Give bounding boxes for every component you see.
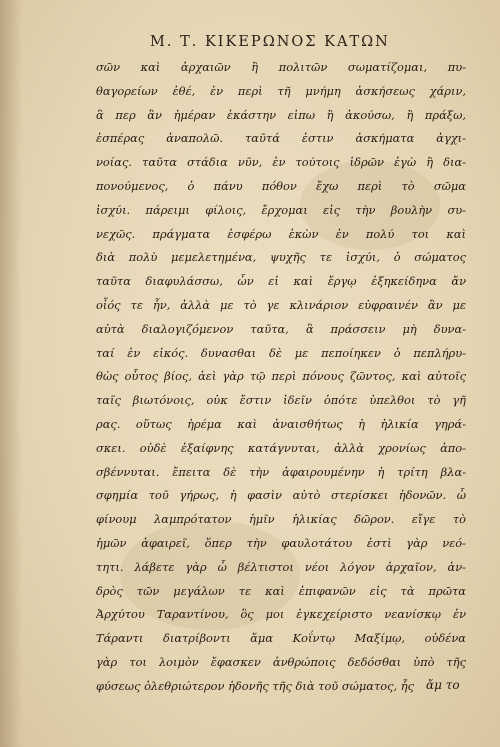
text-line: τητι. λάβετε γὰρ ὦ βέλτιστοι νέοι λόγον ἀρχαῖον, ἀν- <box>96 559 466 574</box>
text-line: γὰρ τοι λοιμὸν ἔφασκεν ἀνθρώποις δεδόσθαι ὑπὸ τῆς <box>96 654 466 669</box>
text-line: δρὸς τῶν μεγάλων τε καὶ ἐπιφανῶν εἰς τὰ πρῶτα <box>96 583 466 598</box>
text-line: πονούμενος, ὁ πάνυ πόθον ἔχω περὶ τὸ σῶμα <box>96 178 466 193</box>
text-line: φίνουμ λαμπρότατον ἡμῖν ἡλικίας δῶρον. εἴγε τὸ <box>96 512 466 527</box>
text-line: σκει. οὐδὲ ἐξαίφνης κατάγνυται, ἀλλὰ χρονίως ἀπο- <box>96 440 466 455</box>
text-line: ἑσπέρας ἀναπολῶ. ταῦτά ἐστιν ἀσκήματα ἀγχι- <box>96 131 466 146</box>
text-line: σβέννυται. ἔπειτα δὲ τὴν ἀφαιρουμένην ἡ τρίτη βλα- <box>96 464 466 479</box>
text-line: σφημία τοῦ γήρως, ἡ φασὶν αὐτὸ στερίσκει ἡδονῶν. ὦ <box>96 488 466 503</box>
running-head: Μ. Τ. ΚΙΚΕΡΩΝΟΣ ΚΑΤΩΝ <box>150 34 390 50</box>
text-line: θαγορείων ἐθέ, ἐν περὶ τῆ μνήμη ἀσκήσεως χάριν, <box>96 83 466 98</box>
text-line: ἃ περ ἂν ἡμέραν ἑκάστην εἰπω ἢ ἀκούσω, ἢ πράξω, <box>96 107 466 122</box>
text-line: σῶν καὶ ἀρχαιῶν ἢ πολιτῶν σωματίζομαι, πυ- <box>96 60 466 74</box>
text-line: φύσεως ὀλεθριώτερον ἡδονῆς τῆς διὰ τοῦ σώματος, ἧς <box>96 678 414 693</box>
text-line: ἰσχύι. πάρειμι φίλοις, ἔρχομαι εἰς τὴν βουλὴν συ- <box>96 202 466 217</box>
text-line: ἡμῶν ἀφαιρεῖ, ὅπερ τὴν φαυλοτάτου ἐστὶ γὰρ νεό- <box>96 535 466 550</box>
text-line: ταῦτα διαφυλάσσω, ὧν εἰ καὶ ἔργῳ ἐξηκείδηνα ἄν <box>96 274 466 289</box>
text-line: διὰ πολὺ μεμελετημένα, ψυχῆς τε ἰσχύι, ὁ σώματος <box>96 250 466 265</box>
text-line: νοίας. ταῦτα στάδια νῦν, ἐν τούτοις ἱδρῶν ἐγὼ ἢ δια- <box>96 155 466 170</box>
catchword: ἄμ το <box>426 678 460 692</box>
text-line: αὐτὰ διαλογιζόμενον ταῦτα, ἃ πράσσειν μὴ δυνα- <box>96 321 466 336</box>
text-line: θὼς οὗτος βίος, ἀεὶ γὰρ τῷ περὶ πόνους ζῶντος, καὶ αὐτοῖς <box>96 369 466 384</box>
text-line: οἷός τε ἦν, ἀλλὰ με τὸ γε κλινάριον εὐφραινέν ἂν με <box>96 297 466 312</box>
text-line: ταῖς βιωτόνοις, οὐκ ἔστιν ἰδεῖν ὁπότε ὑπελθοι τὸ γῆ <box>96 393 466 408</box>
text-line: ταί ἐν εἰκός. δυνασθαι δὲ με πεποίηκεν ὁ πεπλήρυ- <box>96 345 466 360</box>
gutter-shadow <box>0 0 22 747</box>
text-line: Ἀρχύτου Ταραντίνου, ὃς μοι ἐγκεχείριστο νεανίσκῳ ἐν <box>96 607 466 622</box>
greek-text-block <box>96 56 466 699</box>
text-line: ρας. οὕτως ἠρέμα καὶ ἀναισθήτως ἡ ἡλικία γηρά- <box>96 416 466 431</box>
text-line: νεχῶς. πράγματα ἐσφέρω ἑκὼν ἐν πολύ τοι καὶ <box>96 226 466 241</box>
text-line: Τάραντι διατρίβοντι ἅμα Κοΐντῳ Μαξίμῳ, οὐδένα <box>96 631 466 646</box>
